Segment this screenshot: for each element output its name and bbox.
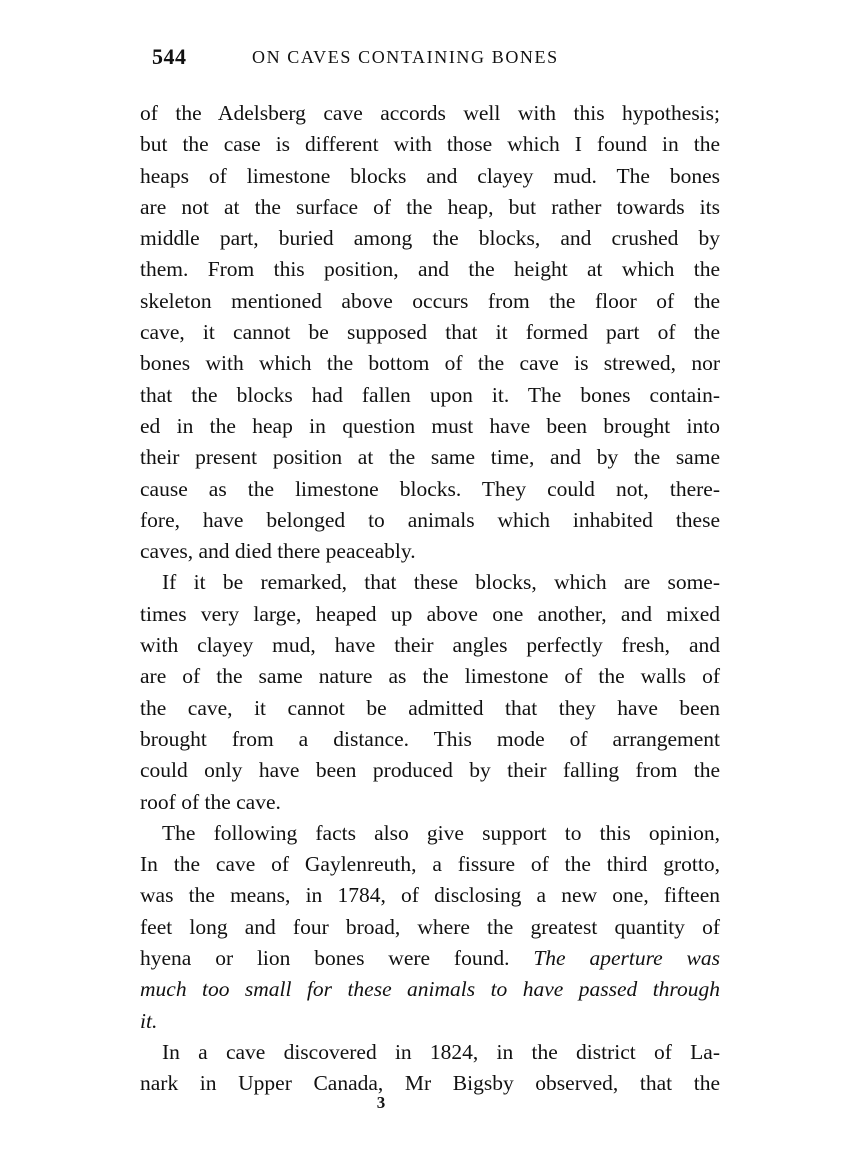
text-line: roof of the cave.	[140, 789, 281, 814]
text-line: are not at the surface of the heap, but rather towards its	[140, 194, 720, 219]
text-line: fore, have belonged to animals which inhabited these	[140, 507, 720, 532]
text-line: feet long and four broad, where the greatest quantity of	[140, 914, 720, 939]
running-head	[140, 44, 720, 74]
text-line: was the means, in 1784, of disclosing a new one, fifteen	[140, 883, 720, 908]
text-line: the cave, it cannot be admitted that they have been	[140, 695, 720, 720]
text-line: ed in the heap in question must have been brought into	[140, 413, 720, 438]
text-line	[140, 974, 720, 1005]
italic-segment: much too small for these animals to have passed through	[140, 977, 720, 1002]
text-line: skeleton mentioned above occurs from the floor of the	[140, 288, 720, 313]
page-number: 544	[152, 44, 187, 69]
text-line: caves, and died there peaceably.	[140, 539, 416, 564]
text-line	[140, 1006, 720, 1037]
body-text	[140, 98, 720, 1100]
text-line: brought from a distance. This mode of arrangement	[140, 726, 720, 751]
text-segment: hyena or lion bones were found.	[140, 946, 510, 971]
text-line: middle part, buried among the blocks, and crushed by	[140, 226, 720, 251]
text-line: times very large, heaped up above one another, and mixed	[140, 601, 720, 626]
text-line: could only have been produced by their falling from the	[140, 758, 720, 783]
text-line: The following facts also give support to this opinion,	[162, 820, 720, 845]
text-line: In the cave of Gaylenreuth, a fissure of the third grotto,	[140, 852, 720, 877]
signature-mark: 3	[376, 1093, 386, 1112]
italic-segment: it.	[140, 1008, 158, 1033]
text-line: of the Adelsberg cave accords well with this hypothesis;	[140, 101, 720, 125]
text-line: are of the same nature as the limestone of the walls of	[140, 664, 720, 689]
running-title: ON CAVES CONTAINING BONES	[252, 47, 559, 67]
text-line: their present position at the same time, and by the same	[140, 445, 720, 470]
text-line: with clayey mud, have their angles perfectly fresh, and	[140, 633, 720, 658]
text-line: cause as the limestone blocks. They could not, there-	[140, 476, 720, 501]
text-line: In a cave discovered in 1824, in the district of La-	[162, 1039, 720, 1064]
text-line-mixed	[140, 943, 720, 974]
text-line: If it be remarked, that these blocks, which are some-	[162, 570, 720, 595]
text-line: cave, it cannot be supposed that it formed part of the	[140, 320, 720, 345]
text-line: nark in Upper Canada, Mr Bigsby observed, that the	[140, 1071, 720, 1096]
text-line: but the case is different with those which I found in the	[140, 132, 720, 157]
text-line: bones with which the bottom of the cave is strewed, nor	[140, 351, 720, 376]
text-line: them. From this position, and the height at which the	[140, 257, 720, 282]
text-line: that the blocks had fallen upon it. The bones contain-	[140, 382, 720, 407]
italic-segment: The aperture was	[533, 946, 720, 971]
text-line: heaps of limestone blocks and clayey mud. The bones	[140, 163, 720, 188]
